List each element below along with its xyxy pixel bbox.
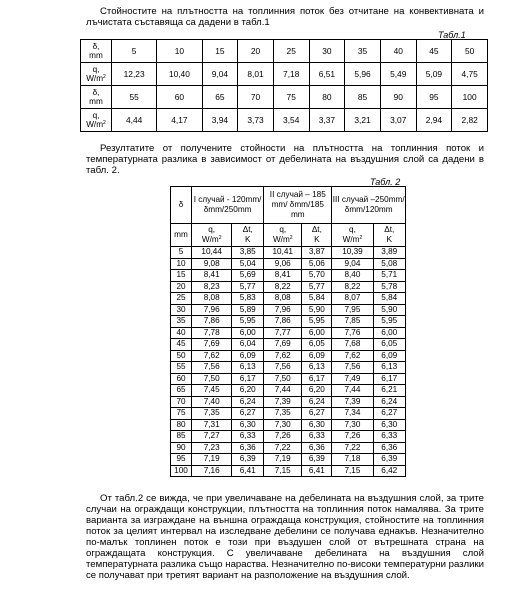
table2-value-cell: 3,87: [302, 247, 332, 259]
table1-q-row: q, $W/m^2$ 4,44 4,17 3,94 3,73 3,54 3,37 3,21 3,07 2,94 2,82: [81, 109, 488, 132]
table1-q-header: q, $W/m^2$: [81, 63, 112, 86]
intro-paragraph: Стойностите на плътността на топлинния поток без отчитане на конвективната и лъчистата съставяща са дадени в табл.1: [86, 6, 484, 28]
table2-caption: Табл. 2: [370, 177, 401, 187]
table-row: [171, 327, 406, 339]
table2-value-cell: 7,27: [192, 431, 232, 443]
table2-value-cell: 5,90: [373, 304, 405, 316]
table2-value-cell: 7,62: [192, 350, 232, 362]
table2-delta-cell: 25: [171, 293, 192, 305]
table-row: [171, 408, 406, 420]
table2-value-cell: 7,16: [192, 465, 232, 477]
table1-caption: Табл.1: [438, 30, 466, 40]
table2-value-cell: 6,27: [302, 408, 332, 420]
table2-delta-cell: 50: [171, 350, 192, 362]
table1-q-row: q, $W/m^2$ 12,23 10,40 9,04 8,01 7,18 6,51 5,96 5,49 5,09 4,75: [81, 63, 488, 86]
table-row: [171, 385, 406, 397]
table2-value-cell: 10,39: [332, 247, 373, 259]
table2-value-cell: 5,95: [302, 316, 332, 328]
table2-value-cell: 5,84: [373, 293, 405, 305]
table2-value-cell: 3,89: [373, 247, 405, 259]
table2-value-cell: 7,22: [264, 442, 302, 454]
table2-value-cell: 7,95: [332, 304, 373, 316]
table2-value-cell: 7,19: [192, 454, 232, 466]
table2-value-cell: 7,62: [332, 350, 373, 362]
table2-value-cell: 7,69: [264, 339, 302, 351]
table2-value-cell: 9,06: [264, 258, 302, 270]
table-row: [171, 396, 406, 408]
table2-value-cell: 7,30: [332, 419, 373, 431]
table2-value-cell: 7,96: [192, 304, 232, 316]
table2-value-cell: 6,09: [373, 350, 405, 362]
table-row: [171, 431, 406, 443]
table2-case1-header: I случай - 120mm/ δmm/250mm: [192, 187, 264, 224]
table2-value-cell: 7,39: [264, 396, 302, 408]
table2-delta-cell: 80: [171, 419, 192, 431]
conclusion-paragraph: От табл.2 се вижда, че при увеличаване на дебелината на въздушния слой, за трите случаи на ограждащи конструкции, плътността на топлинния поток намалява. За трите варианта за изграждане на външна ограждаща конструкция, стойностите на топлинния поток за целият интервал на изследване дебелини се получава еднакъв. Незначително по-малък топлинен поток е този при въздушен слой от вътрешната страна на ограждащата конструкция. С увеличаване дебелината на въздушния слой температурната разлика също нараства. Незначително по-високи температурни разлики се получават при третият вариант на разположение на въздушния слой.: [86, 493, 484, 581]
table2-delta-cell: 10: [171, 258, 192, 270]
table2-value-cell: 7,15: [264, 465, 302, 477]
table2-value-cell: 5,04: [232, 258, 264, 270]
table2-delta-cell: 100: [171, 465, 192, 477]
table2-value-cell: 5,08: [373, 258, 405, 270]
table2-value-cell: 5,06: [302, 258, 332, 270]
table2-value-cell: 3,85: [232, 247, 264, 259]
table2-delta-cell: 95: [171, 454, 192, 466]
table2-value-cell: 7,15: [332, 465, 373, 477]
table2-delta-cell: 5: [171, 247, 192, 259]
table-row: [171, 339, 406, 351]
table2-value-cell: 5,77: [232, 281, 264, 293]
table1: [80, 39, 488, 132]
table2-value-cell: 7,56: [192, 362, 232, 374]
table2-value-cell: 6,00: [373, 327, 405, 339]
table2-value-cell: 5,90: [302, 304, 332, 316]
table-row: [171, 373, 406, 385]
table2-delta-cell: 40: [171, 327, 192, 339]
table2-value-cell: 7,44: [332, 385, 373, 397]
table2-value-cell: 5,89: [232, 304, 264, 316]
table2-value-cell: 7,50: [192, 373, 232, 385]
table2-value-cell: 7,26: [264, 431, 302, 443]
table2-delta-cell: 85: [171, 431, 192, 443]
table2-value-cell: 6,13: [232, 362, 264, 374]
table2-case3-header: III случай –250mm/ δmm/120mm: [332, 187, 406, 224]
table2-value-cell: 6,00: [232, 327, 264, 339]
table2-value-cell: 8,41: [192, 270, 232, 282]
table2-value-cell: 7,45: [192, 385, 232, 397]
table2-value-cell: 6,20: [232, 385, 264, 397]
table2-value-cell: 6,33: [373, 431, 405, 443]
table2-value-cell: 7,35: [264, 408, 302, 420]
table2-delta-cell: 45: [171, 339, 192, 351]
table2-value-cell: 6,33: [302, 431, 332, 443]
table2-delta-cell: 20: [171, 281, 192, 293]
table2-value-cell: 5,83: [232, 293, 264, 305]
table2-dt-header: Δt, K: [373, 224, 405, 247]
middle-paragraph: Резултатите от получените стойности на плътността на топлинния поток и температурната разлика в зависимост от дебелината на въздушния слой са дадени в табл. 2.: [86, 143, 484, 176]
table-row: [171, 304, 406, 316]
table2-value-cell: 5,84: [302, 293, 332, 305]
table2-value-cell: 6,13: [302, 362, 332, 374]
table-row: [171, 350, 406, 362]
table2-dt-header: Δt, K: [232, 224, 264, 247]
table2-value-cell: 6,39: [302, 454, 332, 466]
table2-value-cell: 8,22: [332, 281, 373, 293]
table2-value-cell: 6,27: [232, 408, 264, 420]
table2-value-cell: 7,39: [332, 396, 373, 408]
table2-value-cell: 6,39: [373, 454, 405, 466]
table2-value-cell: 8,08: [192, 293, 232, 305]
table2-value-cell: 6,33: [232, 431, 264, 443]
table1-delta-row: δ, mm 55 60 65 70 75 80 85 90 95 100: [81, 86, 488, 109]
table2-value-cell: 6,00: [302, 327, 332, 339]
table2-value-cell: 6,36: [232, 442, 264, 454]
table2-value-cell: 5,77: [302, 281, 332, 293]
table2-delta-cell: 75: [171, 408, 192, 420]
table2-value-cell: 7,34: [332, 408, 373, 420]
table2-value-cell: 7,78: [192, 327, 232, 339]
table2-delta-cell: 15: [171, 270, 192, 282]
table2-value-cell: 7,68: [332, 339, 373, 351]
table2-value-cell: 7,31: [192, 419, 232, 431]
table2-value-cell: 6,30: [232, 419, 264, 431]
table2-value-cell: 6,30: [302, 419, 332, 431]
table2-value-cell: 6,42: [373, 465, 405, 477]
table2-value-cell: 6,24: [373, 396, 405, 408]
table2-value-cell: 7,77: [264, 327, 302, 339]
table-row: [171, 293, 406, 305]
table2-value-cell: 7,50: [264, 373, 302, 385]
table2-value-cell: 6,04: [232, 339, 264, 351]
table2-dt-header: Δt, K: [302, 224, 332, 247]
table2-value-cell: 8,40: [332, 270, 373, 282]
table2-value-cell: 6,17: [232, 373, 264, 385]
table2-mm-header: mm: [171, 224, 192, 247]
table2-value-cell: 7,19: [264, 454, 302, 466]
table2-value-cell: 8,41: [264, 270, 302, 282]
table2-value-cell: 5,78: [373, 281, 405, 293]
table1-delta-header: δ, mm: [81, 86, 112, 109]
table-row: [171, 442, 406, 454]
table2-value-cell: 7,62: [264, 350, 302, 362]
table2-value-cell: 6,24: [232, 396, 264, 408]
table2-value-cell: 6,21: [373, 385, 405, 397]
table2-value-cell: 6,05: [373, 339, 405, 351]
table2-value-cell: 6,27: [373, 408, 405, 420]
table2-value-cell: 7,56: [332, 362, 373, 374]
table1-delta-row: δ, mm 5 10 15 20 25 30 35 40 45 50: [81, 40, 488, 63]
table2-value-cell: 6,13: [373, 362, 405, 374]
table2-value-cell: 8,22: [264, 281, 302, 293]
table2-value-cell: 6,39: [232, 454, 264, 466]
table2-value-cell: 5,95: [232, 316, 264, 328]
table2-value-cell: 6,30: [373, 419, 405, 431]
table2-delta-cell: 65: [171, 385, 192, 397]
table2-value-cell: 10,44: [192, 247, 232, 259]
table2-value-cell: 7,56: [264, 362, 302, 374]
table2-value-cell: 6,41: [232, 465, 264, 477]
table2-value-cell: 7,22: [332, 442, 373, 454]
table2-value-cell: 7,44: [264, 385, 302, 397]
table1-q-header: q, $W/m^2$: [81, 109, 112, 132]
table2-value-cell: 7,30: [264, 419, 302, 431]
table2-value-cell: 6,09: [232, 350, 264, 362]
table2-value-cell: 6,36: [373, 442, 405, 454]
table-row: [171, 465, 406, 477]
table2-value-cell: 5,95: [373, 316, 405, 328]
table-row: [171, 258, 406, 270]
table2-value-cell: 7,85: [332, 316, 373, 328]
table-row: [171, 247, 406, 259]
table2-case2-header: II случай – 185 mm/ δmm/185 mm: [264, 187, 332, 224]
table2-value-cell: 7,76: [332, 327, 373, 339]
table2-delta-cell: 35: [171, 316, 192, 328]
table-row: [171, 362, 406, 374]
table2-value-cell: 7,23: [192, 442, 232, 454]
table2-value-cell: 6,09: [302, 350, 332, 362]
table2-header-units: [171, 224, 406, 247]
table2-value-cell: 7,96: [264, 304, 302, 316]
table2-value-cell: 7,18: [332, 454, 373, 466]
table2-header-cases: [171, 187, 406, 224]
table2-value-cell: 5,71: [373, 270, 405, 282]
table-row: [171, 454, 406, 466]
table2-value-cell: 6,24: [302, 396, 332, 408]
table2-value-cell: 8,07: [332, 293, 373, 305]
table2-value-cell: 5,69: [232, 270, 264, 282]
table2-value-cell: 8,08: [264, 293, 302, 305]
table2-delta-cell: 30: [171, 304, 192, 316]
table2-value-cell: 9,04: [332, 258, 373, 270]
table-row: [171, 419, 406, 431]
table-row: [171, 316, 406, 328]
table2-value-cell: 6,41: [302, 465, 332, 477]
table2-value-cell: 6,17: [373, 373, 405, 385]
table2-delta-cell: 90: [171, 442, 192, 454]
table2-value-cell: 6,20: [302, 385, 332, 397]
table2-value-cell: 6,05: [302, 339, 332, 351]
table2-value-cell: 9,08: [192, 258, 232, 270]
table2-q-header: q, $W/m^2$: [264, 224, 302, 247]
table2-q-header: q, $W/m^2$: [192, 224, 232, 247]
table2-value-cell: 5,70: [302, 270, 332, 282]
table2-delta-cell: 70: [171, 396, 192, 408]
table2-value-cell: 7,69: [192, 339, 232, 351]
table2-value-cell: 7,40: [192, 396, 232, 408]
table-row: [171, 281, 406, 293]
table2-value-cell: 6,36: [302, 442, 332, 454]
table2-delta-cell: 55: [171, 362, 192, 374]
table1-delta-header: δ, mm: [81, 40, 112, 63]
table2-q-header: q, $W/m^2$: [332, 224, 373, 247]
table2-delta-cell: 60: [171, 373, 192, 385]
table2-value-cell: 7,26: [332, 431, 373, 443]
table2-value-cell: 10,41: [264, 247, 302, 259]
table-row: [171, 270, 406, 282]
table2-value-cell: 6,17: [302, 373, 332, 385]
table2: [170, 186, 406, 477]
table2-value-cell: 7,35: [192, 408, 232, 420]
table2-delta-header: δ: [171, 187, 192, 224]
table2-value-cell: 7,86: [192, 316, 232, 328]
table2-value-cell: 8,23: [192, 281, 232, 293]
table2-value-cell: 7,49: [332, 373, 373, 385]
table2-value-cell: 7,86: [264, 316, 302, 328]
